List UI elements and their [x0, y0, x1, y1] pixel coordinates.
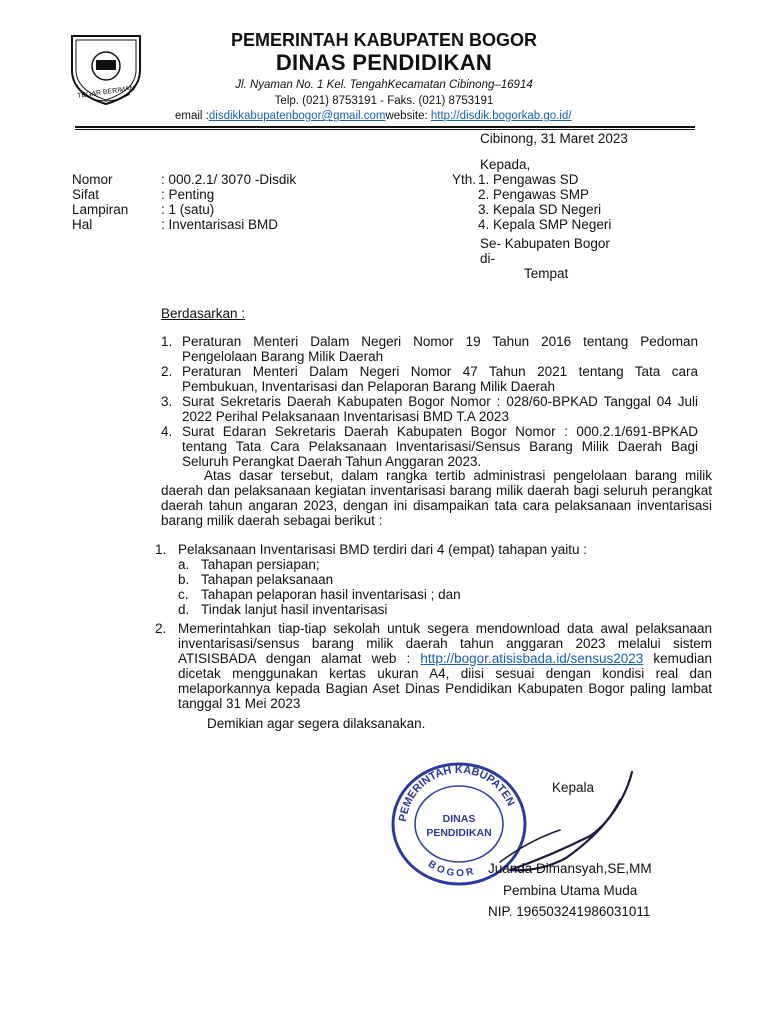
recipient-tempat: Tempat	[524, 266, 569, 281]
stamp-center-line2: PENDIDIKAN	[426, 827, 492, 839]
basis-number: 2.	[161, 364, 173, 379]
office-contact	[175, 109, 572, 123]
meta-value-lampiran: : 1 (satu)	[161, 202, 215, 217]
recipient-item: 2. Pengawas SMP	[478, 187, 590, 202]
point-2-text-a: Memerintahkan tiap-tiap sekolah untuk segera mendownload data awal pelaksanaan inventarisasi/sensus barang milik daerah tahun anggaran 2023 melalui sistem ATISISBADA dengan alamat web :	[178, 621, 712, 666]
stage-text: Tahapan pelaksanaan	[201, 572, 334, 587]
recipient-di: di-	[480, 251, 496, 266]
recipient-kepada: Kepada,	[480, 157, 531, 172]
meta-label-nomor: Nomor	[72, 172, 113, 187]
meta-label-lampiran: Lampiran	[72, 202, 129, 217]
office-address: Jl. Nyaman No. 1 Kel. TengahKecamatan Cibinong–16914	[235, 79, 533, 91]
recipient-item: 3. Kepala SD Negeri	[478, 202, 602, 217]
header-divider	[75, 126, 695, 128]
basis-number: 3.	[161, 394, 173, 409]
signatory-rank: Pembina Utama Muda	[503, 883, 638, 898]
stamp-arc-text: PEMERINTAH KABUPATEN	[397, 763, 517, 823]
header-divider-thin	[75, 129, 695, 130]
logo-motto: TEGAR BERIMAN	[76, 85, 136, 100]
point-number: 2.	[155, 621, 167, 636]
point-number: 1.	[155, 542, 167, 557]
basis-text: Surat Sekretaris Daerah Kabupaten Bogor Nomor : 028/60-BPKAD Tanggal 04 Juli 2022 Perihal Pelaksanaan Inventarisasi BMD T.A 2023	[182, 394, 698, 424]
point-2-paragraph	[178, 621, 712, 711]
signatory-nip: NIP. 196503241986031011	[488, 904, 651, 919]
intro-paragraph: Atas dasar tersebut, dalam rangka tertib administrasi pengelolaan barang milik daerah dan pelaksanaan kegiatan inventarisasi barang milik daerah bagi seluruh perangkat daerah tahun angaran 2023, dengan ini disampaikan tata cara pelaksanaan inventarisasi barang milik daerah sebagai berikut :	[161, 468, 712, 528]
closing-sentence: Demikian agar segera dilaksanakan.	[207, 716, 426, 731]
atisisbada-link[interactable]: http://bogor.atisisbada.id/sensus2023	[420, 651, 644, 666]
office-title: DINAS PENDIDIKAN	[275, 50, 493, 75]
basis-text: Peraturan Menteri Dalam Negeri Nomor 19 Tahun 2016 tentang Pedoman Pengelolaan Barang Milik Daerah	[182, 334, 698, 364]
stage-letter: c.	[178, 587, 189, 602]
stage-text: Tahapan pelaporan hasil inventarisasi ; dan	[201, 587, 461, 602]
meta-value-hal: : Inventarisasi BMD	[161, 217, 279, 232]
basis-text: Peraturan Menteri Dalam Negeri Nomor 47 Tahun 2021 tentang Tata cara Pembukuan, Inventarisasi dan Pelaporan Barang Milik Daerah	[182, 364, 698, 394]
meta-value-nomor: : 000.2.1/ 3070 -Disdik	[161, 172, 297, 187]
basis-text: Surat Edaran Sekretaris Daerah Kabupaten Bogor Nomor : 000.2.1/691-BPKAD tentang Tata Cara Pelaksanaan Inventarisasi/Sensus Barang Milik Daerah Bagi Seluruh Perangkat Daerah Tahun Anggaran 2023.	[182, 424, 698, 469]
recipient-yth: Yth.	[452, 172, 477, 187]
stamp-center-line1: DINAS	[442, 813, 476, 825]
signatory-name: Juanda Dimansyah,SE,MM	[488, 861, 652, 876]
recipient-item: 4. Kepala SMP Negeri	[478, 217, 612, 232]
gov-title: PEMERINTAH KABUPATEN BOGOR	[231, 30, 537, 50]
stage-letter: d.	[178, 602, 190, 617]
signature-title: Kepala	[552, 780, 595, 795]
meta-label-hal: Hal	[72, 217, 93, 232]
stage-text: Tindak lanjut hasil inventarisasi	[201, 602, 388, 617]
letter-date: Cibinong, 31 Maret 2023	[480, 131, 628, 146]
email-label: email :	[175, 110, 209, 122]
meta-label-sifat: Sifat	[72, 187, 100, 202]
website-link[interactable]: http://disdik.bogorkab.go.id/	[430, 110, 572, 122]
office-phone: Telp. (021) 8753191 - Faks. (021) 8753191	[274, 95, 494, 107]
stage-text: Tahapan persiapan;	[201, 557, 320, 572]
recipient-se: Se- Kabupaten Bogor	[480, 236, 610, 251]
basis-number: 1.	[161, 334, 173, 349]
email-link[interactable]: disdikkabupatenbogor@gmail.com	[208, 110, 386, 122]
recipient-item: 1. Pengawas SD	[478, 172, 579, 187]
meta-value-sifat: : Penting	[161, 187, 215, 202]
stage-letter: a.	[178, 557, 190, 572]
stamp-bottom-text: B O G O R	[425, 858, 475, 880]
point-text: Pelaksanaan Inventarisasi BMD terdiri dari 4 (empat) tahapan yaitu :	[178, 542, 587, 557]
basis-number: 4.	[161, 424, 173, 439]
stage-letter: b.	[178, 572, 190, 587]
point-2-text-b: kemudian dicetak menggunakan kertas ukuran A4, diisi sesuai dengan kondisi real dan melaporkannya kepada Bagian Aset Dinas Pendidikan Kabupaten Bogor paling lambat tanggal 31 Mei 2023	[178, 651, 712, 711]
website-label: website:	[385, 110, 431, 122]
berdasarkan-heading: Berdasarkan :	[161, 306, 246, 321]
